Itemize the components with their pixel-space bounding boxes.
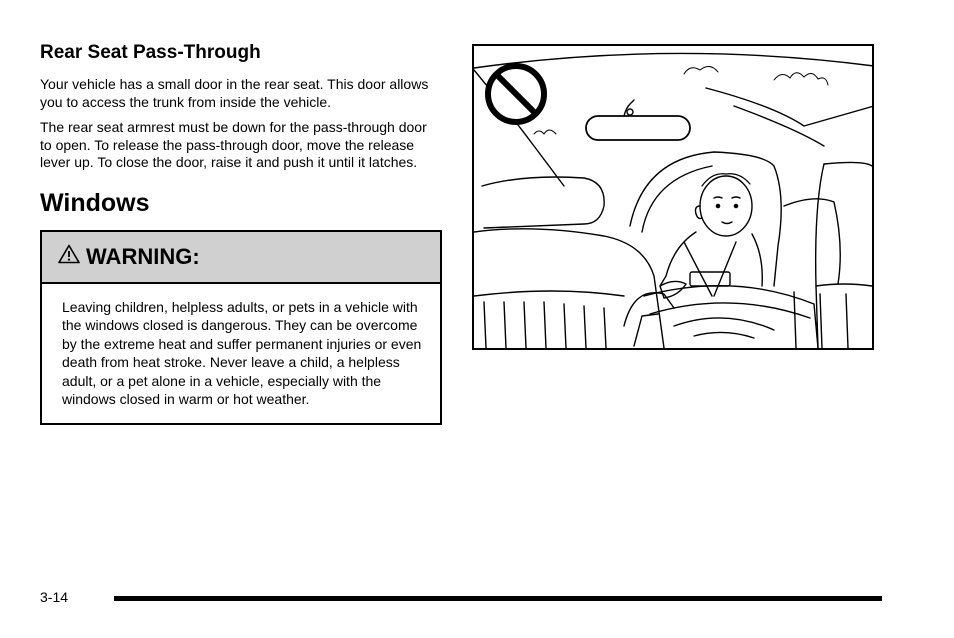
windows-heading: Windows bbox=[40, 188, 150, 217]
section-subheading: Rear Seat Pass-Through bbox=[40, 42, 261, 63]
warning-text: Leaving children, helpless adults, or pets in a vehicle with the windows closed is dangerous. They can be overcome by the extreme heat and suffer permanent injuries or even death from heat stroke. Never leave a child, a helpless adult, or a pet alone in a vehicle, especially with the windows closed in warm or hot weather. bbox=[62, 298, 422, 407]
left-column bbox=[40, 40, 442, 425]
paragraph-2: The rear seat armrest must be down for the pass-through door to open. To release the pass-through door, move the release lever up. To close the door, raise it and push it until it latches. bbox=[40, 119, 427, 170]
paragraph-1: Your vehicle has a small door in the rear seat. This door allows you to access the trunk from inside the vehicle. bbox=[40, 76, 429, 110]
warning-box bbox=[40, 230, 442, 425]
car-interior-drawing bbox=[474, 46, 872, 348]
warning-header bbox=[42, 232, 440, 284]
prohibition-sign-icon bbox=[488, 66, 544, 122]
warning-title: WARNING: bbox=[86, 243, 200, 269]
warning-triangle-icon bbox=[58, 244, 80, 269]
child-in-car-illustration bbox=[472, 44, 874, 350]
page-number: 3-14 bbox=[40, 589, 69, 605]
footer-rule bbox=[114, 596, 882, 601]
